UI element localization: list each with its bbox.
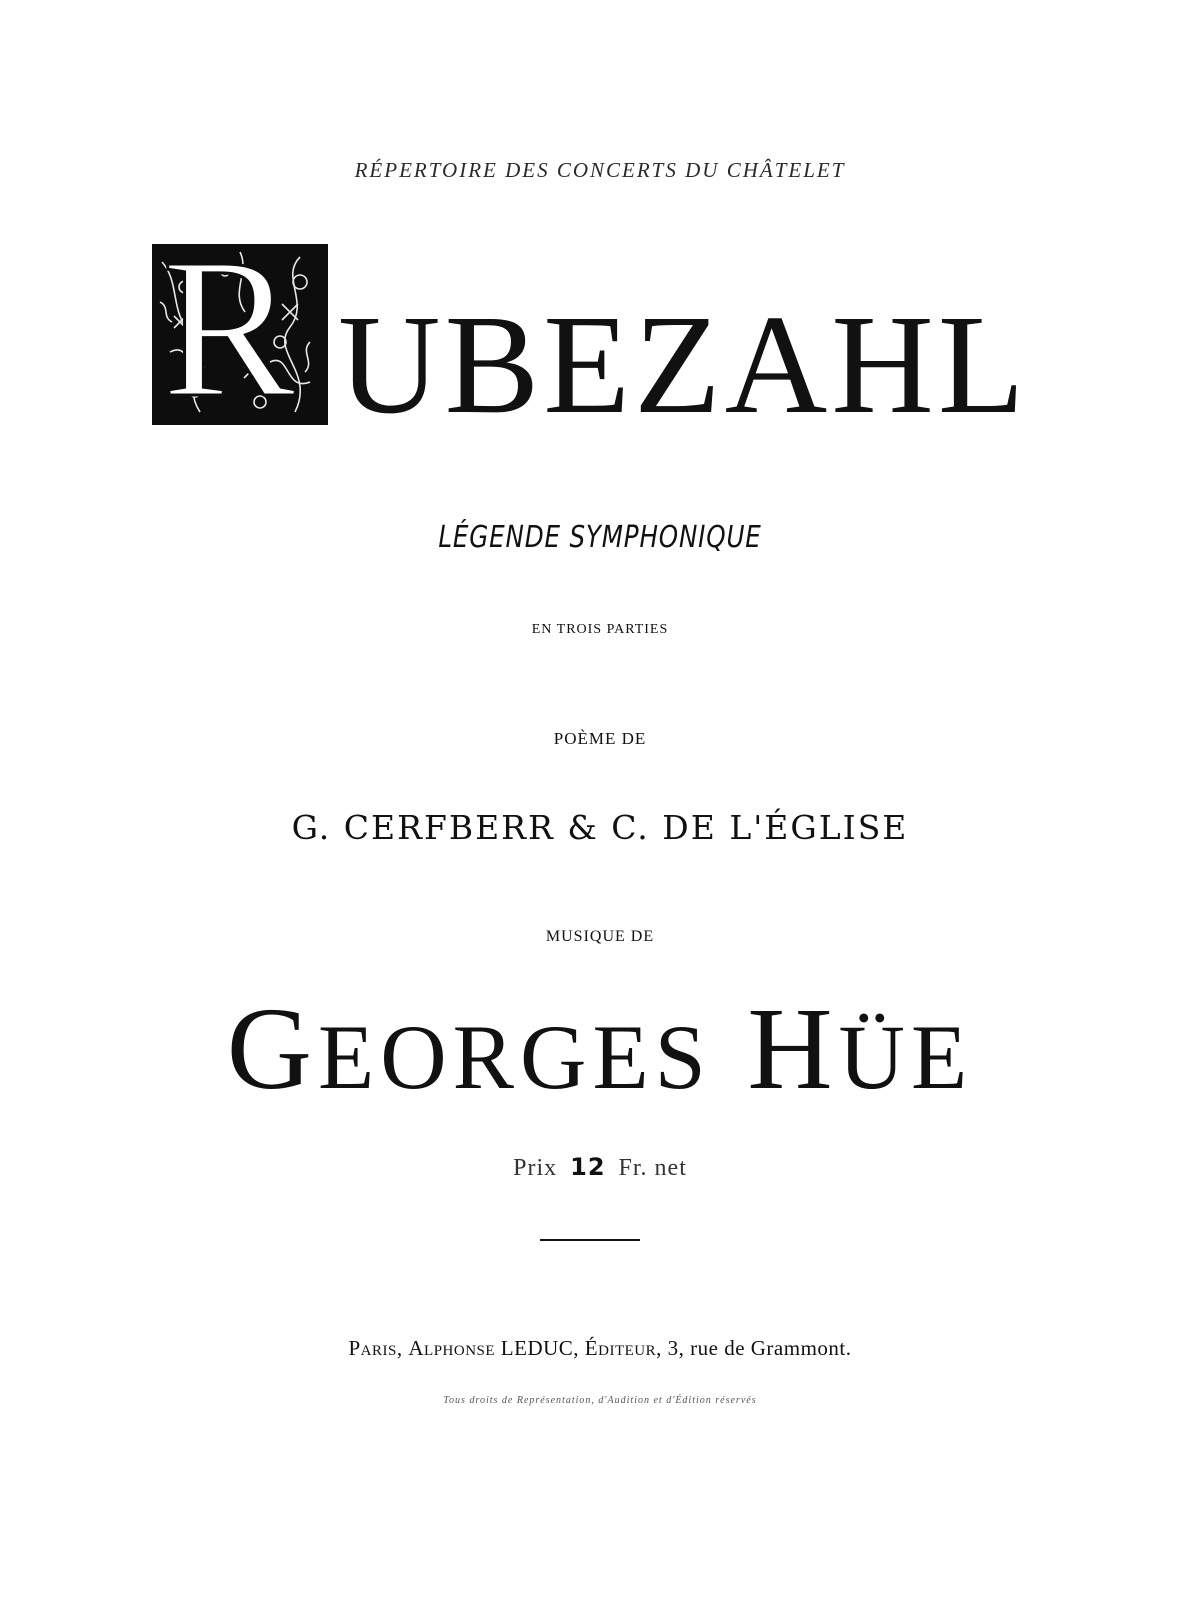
publisher-address: 3, rue de Grammont. — [667, 1336, 852, 1360]
poeme-label: POÈME DE — [553, 729, 647, 748]
publisher-role: Éditeur, — [584, 1336, 662, 1360]
ornamental-initial — [150, 242, 330, 427]
composer-last-rest: ÜE — [838, 1006, 974, 1108]
composer-first-rest: EORGES — [318, 1006, 712, 1108]
title-text: UBEZAHL — [338, 285, 1029, 443]
musique-label: MUSIQUE DE — [545, 928, 655, 945]
title-initial-letter: R — [162, 242, 296, 427]
composer-first-initial: G — [226, 983, 319, 1114]
price-suffix: Fr. net — [618, 1155, 687, 1181]
price-line — [0, 1153, 1200, 1182]
subtitle: LÉGENDE SYMPHONIQUE — [438, 520, 762, 555]
publisher-name-b: LEDUC, — [500, 1336, 580, 1360]
authors: G. CERFBERR & C. DE L'ÉGLISE — [291, 808, 909, 847]
publisher-city: Paris, — [348, 1336, 403, 1360]
repertoire-line: RÉPERTOIRE DES CONCERTS DU CHÂTELET — [354, 158, 846, 182]
price-amount: 12 — [570, 1153, 606, 1181]
divider-rule — [540, 1239, 640, 1241]
rights-notice: Tous droits de Représentation, d'Audition et d'Édition réservés — [443, 1395, 757, 1406]
publisher-name-a: Alphonse — [408, 1336, 496, 1360]
composer-last-initial: H — [747, 983, 839, 1114]
publisher-line — [0, 1336, 1200, 1361]
parts-line: EN TROIS PARTIES — [531, 622, 669, 637]
title-block — [150, 242, 1050, 443]
price-prefix: Prix — [513, 1155, 558, 1181]
composer-name — [0, 983, 1200, 1116]
